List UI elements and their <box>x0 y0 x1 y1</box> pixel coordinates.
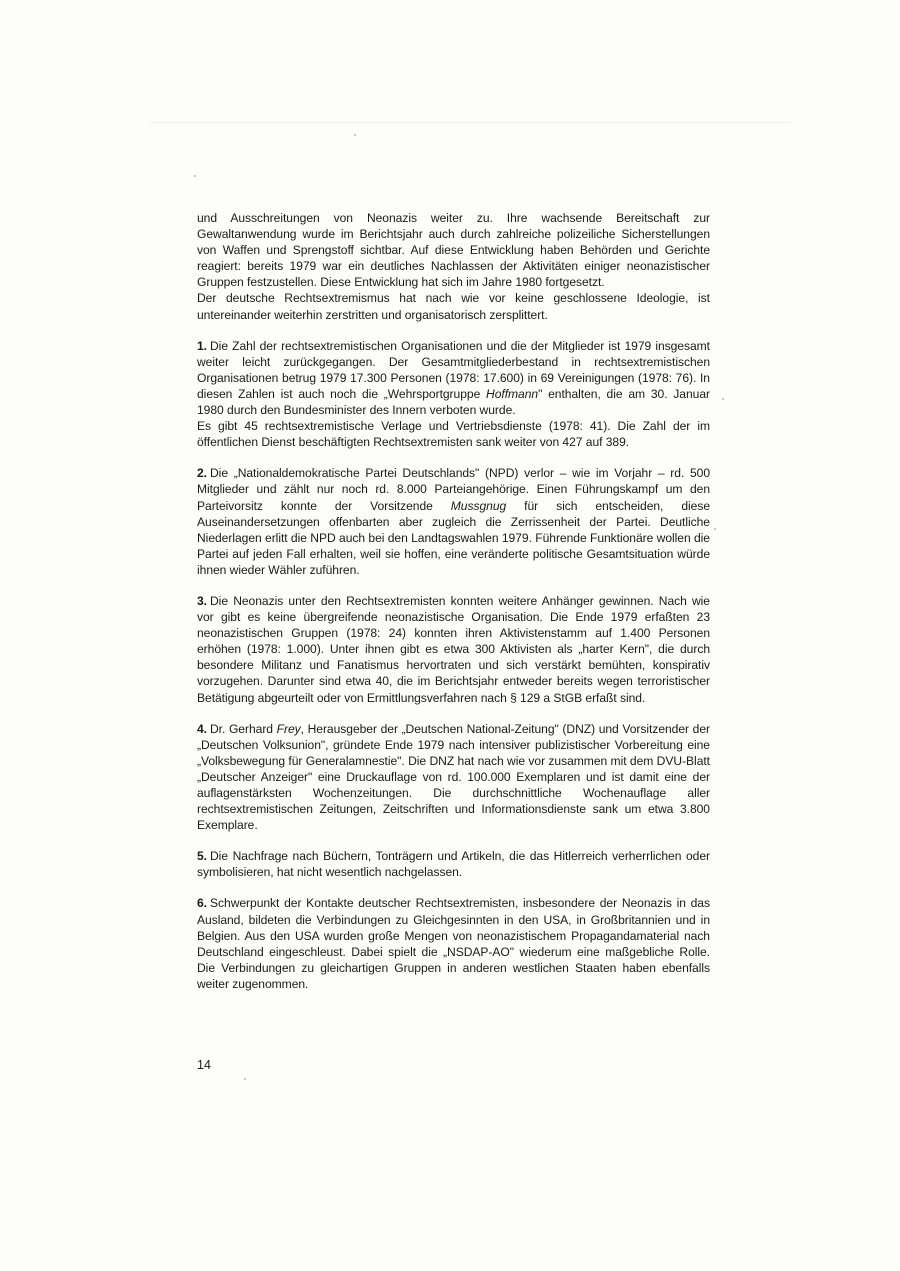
section-text: " enthalten, die am 30. Januar 1980 durch den Bundesminister des Innern verboten wurde. <box>197 386 710 418</box>
section-number: 3. <box>197 593 207 608</box>
section-number: 1. <box>197 338 207 353</box>
body-text <box>197 210 710 992</box>
section-number: 6. <box>197 896 207 911</box>
section-2 <box>197 465 710 578</box>
section-5 <box>197 848 710 880</box>
section-text: Die „Nationaldemokratische Partei Deutschlands" (NPD) verlor – wie im Vorjahr – rd. 500 Mitglieder und zählt nur noch rd. 8.000 Parteiangehörige. Einen Führungskampf um den Parteivorsitz konnte der Vorsitzende <box>197 466 710 513</box>
section-text: , Herausgeber der „Deutschen National-Zeitung" (DNZ) und Vorsitzender der „Deutschen Volksunion", gründete Ende 1979 nach intensiver publizistischer Vorbereitung eine „Volksbewegung für Generalamnestie". Die DNZ hat nach wie vor zusammen mit dem DVU-Blatt „Deutscher Anzeiger" eine Druckauflage von rd. 100.000 Exemplaren und ist damit eine der auflagenstärksten Wochenzeitungen. Die durchschnittliche Wochenauflage aller rechtsextremistischen Zeitungen, Zeitschriften und Informationsdienste sank um etwa 3.800 Exemplare. <box>197 721 710 833</box>
section-text: Die Zahl der rechtsextremistischen Organisationen und die der Mitglieder ist 1979 insgesamt weiter leicht zurückgegangen. Der Gesamtmitgliederbestand in rechtsextremistischen Organisationen betrug 1979 17.300 Personen (1978: 17.600) in 69 Vereinigungen (1978: 76). In diesen Zahlen ist auch noch die „Wehrsportgruppe <box>197 338 710 401</box>
section-1-extra: Es gibt 45 rechtsextremistische Verlage und Vertriebsdienste (1978: 41). Die Zahl der im öffentlichen Dienst beschäftigten Rechtsextremisten sank weiter von 427 auf 389. <box>197 419 710 450</box>
section-text: für sich entscheiden, diese Auseinandersetzungen offenbarten aber zugleich die Zerrissenheit der Partei. Deutliche Niederlagen erlitt die NPD auch bei den Landtagswahlen 1979. Führende Funktionäre wollen die Partei auf jeden Fall erhalten, weil sie hoffen, eine veränderte politische Gesamtsituation würde ihnen wieder Wähler zuführen. <box>197 498 710 577</box>
section-emphasis: Mussgnug <box>450 498 507 513</box>
section-text: Schwerpunkt der Kontakte deutscher Rechtsextremisten, insbesondere der Neonazis in das Ausland, bildeten die Verbindungen zu Gleichgesinnten in den USA, in Großbritannien und in Belgien. Aus den USA wurden große Mengen von neonazistischem Propagandamaterial nach Deutschland eingeschleust. Dabei spielt die „NSDAP-AO" wiederum eine maßgebliche Rolle. Die Verbindungen zu gleichartigen Gruppen in anderen westlichen Staaten haben ebenfalls weiter zugenommen. <box>197 896 710 991</box>
scan-speck <box>244 1078 246 1080</box>
section-number: 5. <box>197 849 207 864</box>
page-number: 14 <box>197 1058 211 1072</box>
scan-speck <box>194 175 196 177</box>
section-text: Dr. Gerhard <box>210 721 277 736</box>
intro-paragraph-2: Der deutsche Rechtsextremismus hat nach wie vor keine geschlossene Ideologie, ist untereinander weiterhin zerstritten und organisatorisch zersplittert. <box>197 291 710 322</box>
section-3 <box>197 593 710 706</box>
scan-speck <box>354 134 356 136</box>
scan-artifact-line <box>150 122 790 123</box>
section-4 <box>197 721 710 834</box>
section-number: 2. <box>197 466 207 481</box>
section-number: 4. <box>197 721 207 736</box>
section-emphasis: Hoffmann <box>486 386 539 401</box>
scan-speck <box>714 528 716 530</box>
section-text: Die Nachfrage nach Büchern, Tonträgern und Artikeln, die das Hitlerreich verherrlichen oder symbolisieren, hat nicht wesentlich nachgelassen. <box>197 849 710 880</box>
section-text: Die Neonazis unter den Rechtsextremisten konnten weitere Anhänger gewinnen. Nach wie vor gibt es keine übergreifende neonazistische Organisation. Die Ende 1979 erfaßten 23 neonazistischen Gruppen (1978: 24) konnten ihren Aktivistenstamm auf 1.400 Personen erhöhen (1978: 1.000). Unter ihnen gibt es etwa 300 Aktivisten als „harter Kern", die durch besondere Militanz und Fanatismus hervortraten und sich verstärkt bemühten, konspirativ vorzugehen. Darunter sind etwa 40, die im Berichtsjahr entweder bereits wegen terroristischer Betätigung abgeurteilt oder von Ermittlungsverfahren nach § 129 a StGB erfaßt sind. <box>197 593 710 705</box>
intro-paragraph-1: und Ausschreitungen von Neonazis weiter zu. Ihre wachsende Bereitschaft zur Gewaltanwendung wurde im Berichtsjahr auch durch zahlreiche polizeiliche Sicherstellungen von Waffen und Sprengstoff sichtbar. Auf diese Entwicklung haben Behörden und Gerichte reagiert: bereits 1979 war ein deutliches Nachlassen der Aktivitäten einiger neonazistischer Gruppen festzustellen. Diese Entwicklung hat sich im Jahre 1980 fortgesetzt. <box>197 211 710 290</box>
section-6 <box>197 895 710 992</box>
scan-speck <box>722 398 724 400</box>
section-emphasis: Frey <box>276 721 301 736</box>
section-1 <box>197 338 710 418</box>
